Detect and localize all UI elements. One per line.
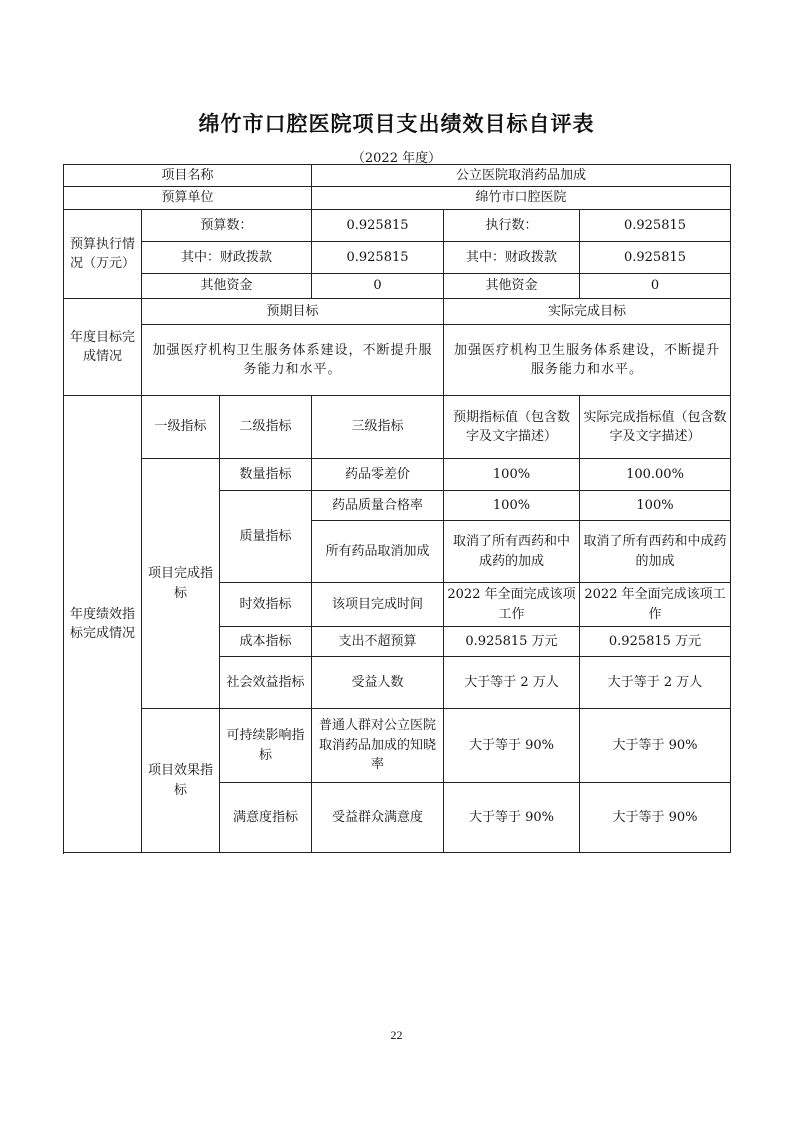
header-level3: 三级指标 <box>312 396 444 459</box>
table-row-level2: 成本指标 <box>220 627 312 657</box>
table-row-level3: 该项目完成时间 <box>312 583 444 627</box>
table-row-actual: 100.00% <box>580 459 731 491</box>
performance-table <box>63 164 731 853</box>
table-row-level2: 质量指标 <box>220 491 312 583</box>
table-row-actual: 2022 年全面完成该项工作 <box>580 583 731 627</box>
budget-unit-label: 预算单位 <box>64 187 312 210</box>
table-row-level3: 支出不超预算 <box>312 627 444 657</box>
report-year: （2022 年度） <box>351 151 442 166</box>
other-funds-value: 0 <box>312 274 444 299</box>
table-row-level3: 受益群众满意度 <box>312 783 444 853</box>
table-row-level2: 可持续影响指标 <box>220 709 312 783</box>
table-row-actual: 100% <box>580 491 731 521</box>
table-row-level3: 受益人数 <box>312 657 444 709</box>
project-name-value: 公立医院取消药品加成 <box>312 165 731 187</box>
other-funds-exec-label: 其他资金 <box>444 274 580 299</box>
fiscal-exec-value: 0.925815 <box>580 242 731 274</box>
fiscal-value: 0.925815 <box>312 242 444 274</box>
table-row-expected: 2022 年全面完成该项工作 <box>444 583 580 627</box>
table-row-expected: 100% <box>444 491 580 521</box>
table-row-expected: 大于等于 90% <box>444 709 580 783</box>
indicators-section-label: 年度绩效指标完成情况 <box>64 396 142 853</box>
table-row-actual: 大于等于 90% <box>580 709 731 783</box>
goals-section-label: 年度目标完成情况 <box>64 299 142 396</box>
table-row-level2: 时效指标 <box>220 583 312 627</box>
table-row-expected: 大于等于 2 万人 <box>444 657 580 709</box>
actual-goal-text: 加强医疗机构卫生服务体系建设，不断提升服务能力和水平。 <box>444 325 731 396</box>
expected-goal-header: 预期目标 <box>142 299 444 325</box>
table-row-expected: 100% <box>444 459 580 491</box>
other-funds-exec-value: 0 <box>580 274 731 299</box>
page-title: 绵竹市口腔医院项目支出绩效目标自评表 <box>198 112 595 136</box>
budget-section-label: 预算执行情况（万元） <box>64 210 142 299</box>
table-row-expected: 大于等于 90% <box>444 783 580 853</box>
budget-unit-value: 绵竹市口腔医院 <box>312 187 731 210</box>
exec-label: 执行数： <box>444 210 580 242</box>
table-row-level3: 药品零差价 <box>312 459 444 491</box>
table-row-level3: 普通人群对公立医院取消药品加成的知晓率 <box>312 709 444 783</box>
fiscal-exec-label: 其中：财政拨款 <box>444 242 580 274</box>
project-name-label: 项目名称 <box>64 165 312 187</box>
table-row-expected: 取消了所有西药和中成药的加成 <box>444 521 580 583</box>
table-row-actual: 大于等于 90% <box>580 783 731 853</box>
table-row-actual: 大于等于 2 万人 <box>580 657 731 709</box>
actual-goal-header: 实际完成目标 <box>444 299 731 325</box>
header-expected-value: 预期指标值（包含数字及文字描述） <box>444 396 580 459</box>
expected-goal-text: 加强医疗机构卫生服务体系建设，不断提升服务能力和水平。 <box>142 325 444 396</box>
budget-value: 0.925815 <box>312 210 444 242</box>
table-row-level2: 满意度指标 <box>220 783 312 853</box>
other-funds-label: 其他资金 <box>142 274 312 299</box>
category-project-completion: 项目完成指标 <box>142 459 220 709</box>
header-level1: 一级指标 <box>142 396 220 459</box>
table-row-level3: 所有药品取消加成 <box>312 521 444 583</box>
table-row-actual: 取消了所有西药和中成药的加成 <box>580 521 731 583</box>
exec-value: 0.925815 <box>580 210 731 242</box>
budget-label: 预算数： <box>142 210 312 242</box>
table-row-level3: 药品质量合格率 <box>312 491 444 521</box>
category-project-effect: 项目效果指标 <box>142 709 220 853</box>
fiscal-label: 其中：财政拨款 <box>142 242 312 274</box>
header-level2: 二级指标 <box>220 396 312 459</box>
header-actual-value: 实际完成指标值（包含数字及文字描述） <box>580 396 731 459</box>
table-row-actual: 0.925815 万元 <box>580 627 731 657</box>
table-row-expected: 0.925815 万元 <box>444 627 580 657</box>
table-row-level2: 社会效益指标 <box>220 657 312 709</box>
page-number: 22 <box>390 1028 403 1042</box>
table-row-level2: 数量指标 <box>220 459 312 491</box>
